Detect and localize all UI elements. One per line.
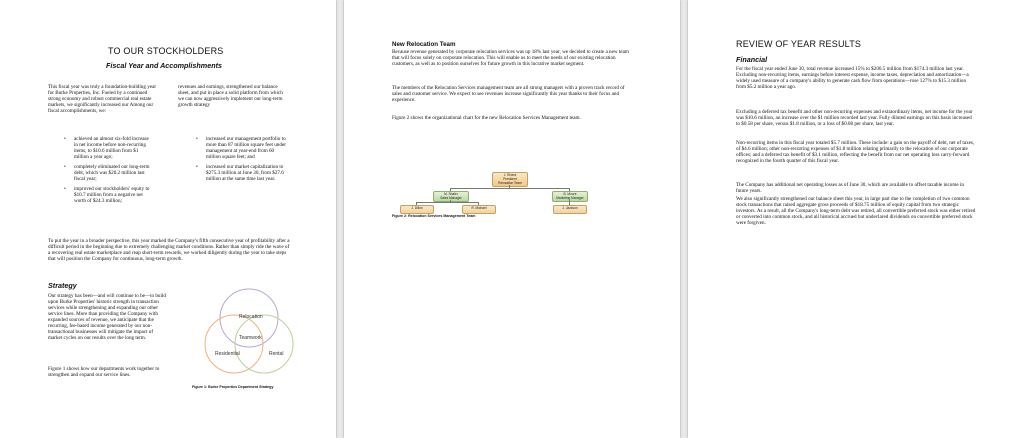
venn-label-rental: Rental <box>269 351 284 357</box>
bullet-icon: • <box>64 186 66 193</box>
relocation-paragraph-2: The members of the Relocation Services management team are all strong managers with a proven track record of sales and customer service. We expect to see revenues increase significantly this year thanks to their focus and experience. <box>392 85 625 104</box>
venn-label-residential: Residential <box>215 351 240 357</box>
list-item: • completely eliminated our long-term debt, which was $20.2 million last fiscal year; <box>64 164 150 183</box>
venn-label-relocation: Relocation <box>239 314 263 320</box>
bullet-icon: • <box>196 136 198 142</box>
org-node-marketing-manager: B. Moore Marketing Manager <box>552 191 588 202</box>
venn-diagram <box>198 284 300 380</box>
strategy-heading: Strategy <box>48 281 77 290</box>
accomplishments-list-left <box>64 136 154 208</box>
strategy-paragraph: Our strategy has been—and will continue to be—to build upon Burke Properties' historic strength in transaction services while strengthening and expanding our other service lines. More than providing the Company with expanded sources of revenue, we anticipate that the recurring, fee-based income generated by our non-transactional businesses will mitigate the impact of market cycles on our results over the long term. <box>48 293 166 342</box>
document-page-2 <box>344 0 680 438</box>
venn-circle-rental <box>235 315 293 373</box>
org-node-staff: J. Dillon <box>400 205 434 214</box>
figure-1-caption: Figure 1: Burke Properties Department Strategy <box>192 385 274 389</box>
page-title: REVIEW OF YEAR RESULTS <box>736 39 862 49</box>
perspective-paragraph: To put the year in a broader perspective, this year marked the Company's fifth consecutive year of profitability after a difficult period in the beginning due to extremely challenging market conditions. Rather than simply ride the wave of a recovering real estate marketplace and reap short-term rewards, we worked diligently during the year to take steps that will position the Company for continuous, long-term growth. <box>48 238 290 263</box>
section-heading: New Relocation Team <box>392 41 456 48</box>
relocation-paragraph-3: Figure 2 shows the organizational chart for the new Relocation Services Management team. <box>392 115 581 121</box>
financial-paragraph: Excluding a deferred tax benefit and other non-recurring expenses and extraordinary items, net income for the year was $10.6 million, an increase over the $1 million recorded last year. Fully diluted earnings on this basis increased to $0.58 per share, versus $1.8 million, or a loss of $0.08 per share, last year. <box>736 109 973 128</box>
figure-1-reference: Figure 1 shows how our departments work together to strengthen and expand our service lines. <box>48 366 160 379</box>
relocation-paragraph-1: Because revenue generated by corporate relocation services was up 18% last year, we decided to create a new team that will focus solely on corporate relocation. This will enable us to meet the needs of our existing relocation customers, as well as to position ourselves for future growth in this lucrative market segment. <box>392 49 629 68</box>
list-item: • improved our stockholders' equity to $10.7 million from a negative net worth of $24.3 million; <box>64 186 150 205</box>
figure-2-caption: Figure 2: Relocation Services Management Team <box>392 214 476 218</box>
page-subtitle: Financial <box>736 55 768 64</box>
org-node-staff: R. Michael <box>462 205 496 214</box>
bullet-icon: • <box>64 136 66 142</box>
financial-paragraph: We also significantly strengthened our balance sheet this year, in large part due to the completion of two common stock transactions that raised aggregate gross proceeds of $18.75 million of equity capital from two strategic investors. As a result, all the Company's long-term debt was retired, all convertible preferred stock was either retired or converted into common stock, and all historical accrued but undeclared dividends on convertible preferred stock were forgiven. <box>736 196 976 227</box>
venn-circle-residential <box>205 315 263 373</box>
intro-paragraph-left: This fiscal year was truly a foundation-building year for Burke Properties, Inc. Fueled by a continued strong economy and robust commercial real estate markets, we significantly increased our Among our fiscal accomplishments, we: <box>48 84 157 115</box>
list-item: • increased our management portfolio to more than 87 million square feet under management at year-end from 60 million square feet; and <box>196 136 286 161</box>
bullet-icon: • <box>196 164 198 171</box>
org-connector <box>450 188 569 189</box>
accomplishments-list-right <box>196 136 288 186</box>
document-page-1 <box>0 0 336 438</box>
bullet-icon: • <box>64 164 66 171</box>
financial-paragraph: Non-recurring items in this fiscal year totaled $5.7 million. These include: a gain on the payoff of debt, net of taxes, of $4.6 million; other non-recurring expenses of $1.8 million relating primarily to the relocation of our corporate offices; and a deferred tax benefit of $3.1 million, reflecting the benefit from our net operating loss carry-forward recognized in the fourth quarter of this fiscal year. <box>736 140 975 165</box>
financial-paragraph: The Company has additional net operating losses as of June 30, which are available to offset taxable income in future years. <box>736 182 964 195</box>
org-node-staff: J. Jackson <box>553 205 587 214</box>
org-node-president: J. Rivera President Relocation Team <box>492 172 528 187</box>
document-page-3 <box>688 0 1024 438</box>
intro-paragraph-right: revenues and earnings, strengthened our balance sheet, and put in place a solid platform from which we can now aggressively implement our long-term growth strategy <box>178 84 283 109</box>
list-item: • increased our market capitalization to $275.3 million at June 30, from $27.6 million at the same time last year. <box>196 164 284 183</box>
financial-paragraph: For the fiscal year ended June 30, total revenue increased 15% to $200.5 million from $174.3 million last year. Excluding non-recurring items, earnings before interest expense, income taxes, depreciation and amortization—a widely used measure of a company's ability to generate cash flow from operations—rose 127% to $15.3 million from $5.2 million a year ago. <box>736 66 969 91</box>
list-item: • achieved an almost six-fold increase in net income before non-recurring items, to $10.6 million from $1 million a year ago; <box>64 136 149 161</box>
org-chart <box>400 172 630 216</box>
org-connector <box>416 202 478 203</box>
page-title: TO OUR STOCKHOLDERS <box>108 46 224 56</box>
org-node-sales-manager: M. Shafer Sales Manager <box>433 191 469 202</box>
page-subtitle: Fiscal Year and Accomplishments <box>106 61 222 70</box>
venn-label-teamwork: Teamwork <box>239 335 262 341</box>
